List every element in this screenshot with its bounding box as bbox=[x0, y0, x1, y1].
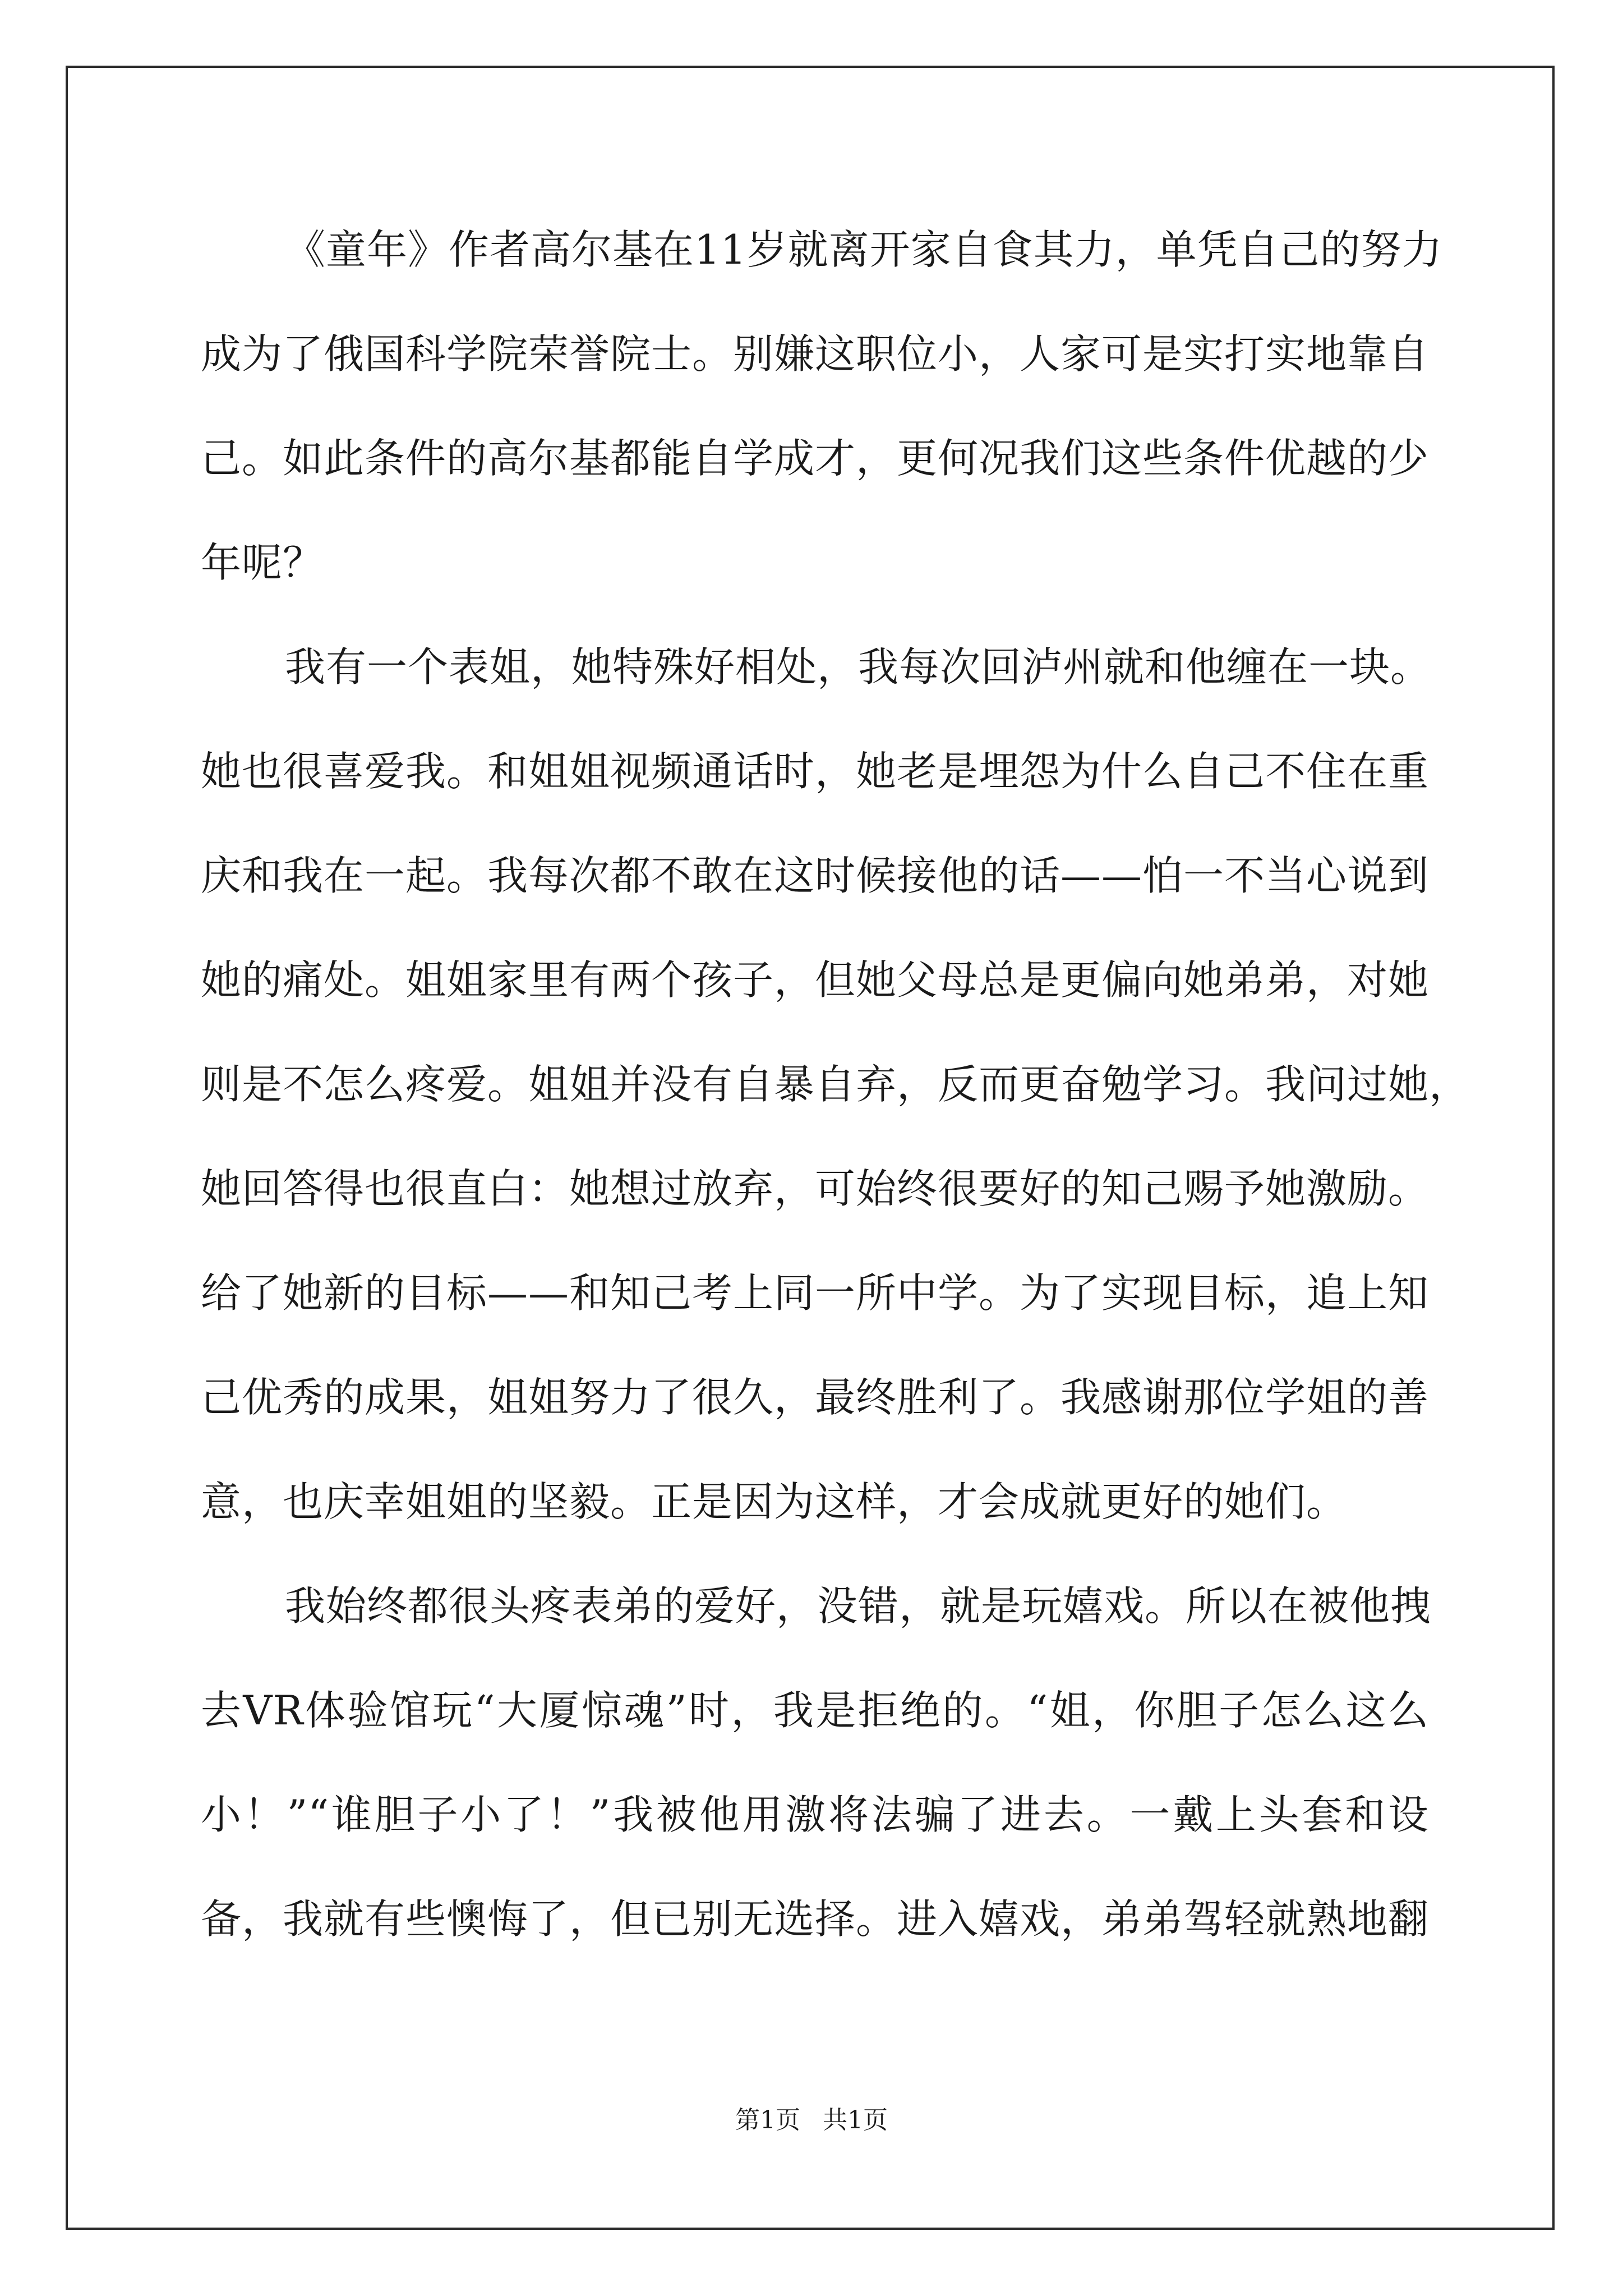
text-line: 她回答得也很直白：她想过放弃，可始终很要好的知己赐予她激励。 bbox=[201, 1165, 1430, 1212]
paragraph-1 bbox=[201, 219, 1443, 636]
paragraph-3 bbox=[201, 1575, 1432, 1993]
text-line: 备，我就有些懊悔了，但已别无选择。进入嬉戏，弟弟驾轻就熟地翻 bbox=[201, 1895, 1430, 1943]
text-line: 《童年》作者高尔基在11岁就离开家自食其力，单凭自己的努力 bbox=[285, 226, 1443, 273]
text-line: 给了她新的目标——和知己考上同一所中学。为了实现目标，追上知 bbox=[201, 1269, 1430, 1317]
text-line: 年呢？ bbox=[201, 539, 324, 586]
paragraph-2 bbox=[201, 636, 1470, 1575]
text-line: 我有一个表姐，她特殊好相处，我每次回泸州就和他缠在一块。 bbox=[285, 643, 1432, 691]
document-body bbox=[201, 219, 1470, 1993]
page-total: 共1页 bbox=[823, 2106, 888, 2134]
text-line: 小！”“谁胆子小了！”我被他用激将法骗了进去。一戴上头套和设 bbox=[201, 1791, 1429, 1838]
text-line: 她的痛处。姐姐家里有两个孩子，但她父母总是更偏向她弟弟，对她 bbox=[201, 956, 1430, 1004]
text-line: 意，也庆幸姐姐的坚毅。正是因为这样，才会成就更好的她们。 bbox=[201, 1478, 1348, 1525]
text-line: 成为了俄国科学院荣誉院士。别嫌这职位小，人家可是实打实地靠自 bbox=[201, 330, 1430, 378]
page-number: 第1页 bbox=[735, 2106, 800, 2134]
text-line: 己优秀的成果，姐姐努力了很久，最终胜利了。我感谢那位学姐的善 bbox=[201, 1374, 1430, 1421]
text-line: 庆和我在一起。我每次都不敢在这时候接他的话——怕一不当心说到 bbox=[201, 852, 1430, 899]
text-line: 我始终都很头疼表弟的爱好，没错，就是玩嬉戏。所以在被他拽 bbox=[285, 1582, 1432, 1630]
page-footer bbox=[0, 2104, 1623, 2137]
text-line: 她也很喜爱我。和姐姐视频通话时，她老是埋怨为什么自己不住在重 bbox=[201, 748, 1430, 795]
text-line: 己。如此条件的高尔基都能自学成才，更何况我们这些条件优越的少 bbox=[201, 435, 1430, 482]
text-line: 则是不怎么疼爱。姐姐并没有自暴自弃，反而更奋勉学习。我问过她， bbox=[201, 1061, 1470, 1108]
text-line: 去VR体验馆玩“大厦惊魂”时，我是拒绝的。“姐，你胆子怎么这么 bbox=[201, 1687, 1429, 1734]
